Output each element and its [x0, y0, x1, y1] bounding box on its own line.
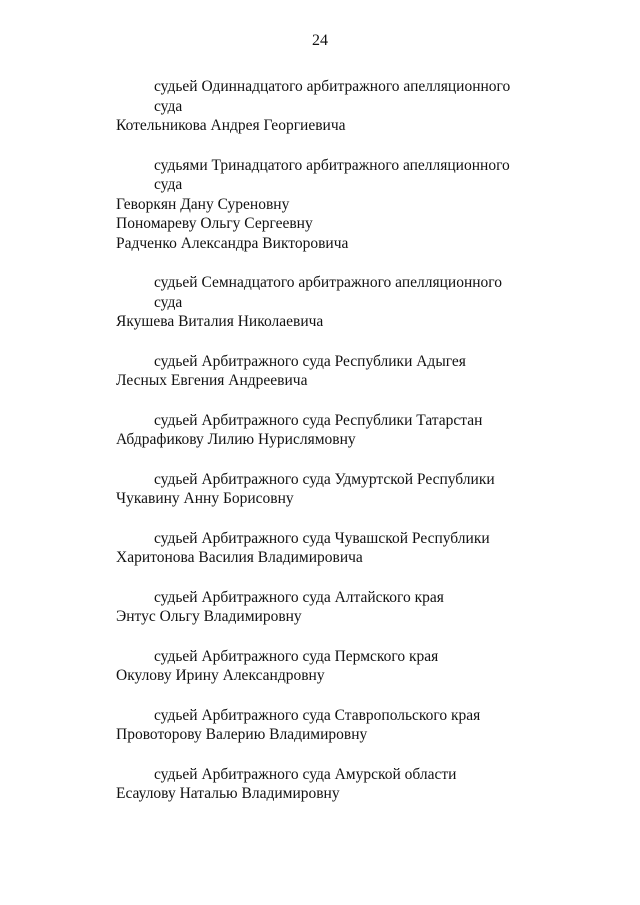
- court-position: судьей Семнадцатого арбитражного апелляционного: [154, 274, 503, 291]
- judge-name: Пономареву Ольгу Сергеевну: [116, 215, 313, 232]
- court-position: судьей Арбитражного суда Республики Татарстан: [154, 411, 483, 429]
- appointment-block: [116, 77, 546, 136]
- appointment-block: [116, 588, 546, 627]
- judge-name: Геворкян Дану Суреновну: [116, 195, 290, 213]
- appointment-block: [116, 647, 546, 686]
- court-position: судьей Арбитражного суда Республики Адыгея: [154, 352, 466, 370]
- appointment-block: [116, 470, 546, 509]
- court-position: судьей Арбитражного суда Ставропольского края: [154, 706, 481, 724]
- court-position: суда: [154, 97, 183, 115]
- judge-name: Якушева Виталия Николаевича: [116, 313, 324, 330]
- court-position: судьей Арбитражного суда Чувашской Республики: [154, 529, 490, 547]
- appointment-block: [116, 273, 546, 332]
- judge-name: Чукавину Анну Борисовну: [116, 490, 294, 507]
- appointment-block: [116, 765, 546, 804]
- appointment-block: [116, 156, 546, 254]
- appointment-block: [116, 529, 546, 568]
- judge-name: Харитонова Василия Владимировича: [116, 549, 363, 566]
- judge-name: Котельникова Андрея Георгиевича: [116, 117, 346, 134]
- court-position: судьей Одиннадцатого арбитражного апелляционного: [154, 78, 511, 95]
- judge-name: Провоторову Валерию Владимировну: [116, 726, 368, 743]
- judge-name: Есаулову Наталью Владимировну: [116, 785, 340, 802]
- court-position: судьей Арбитражного суда Амурской области: [154, 765, 457, 783]
- court-position: судьей Арбитражного суда Пермского края: [154, 647, 439, 665]
- judge-name: Окулову Ирину Александровну: [116, 667, 325, 684]
- court-position: судьями Тринадцатого арбитражного апелляционного: [154, 156, 510, 174]
- appointment-block: [116, 352, 546, 391]
- appointment-block: [116, 706, 546, 745]
- judge-name: Лесных Евгения Андреевича: [116, 372, 308, 389]
- court-position: судьей Арбитражного суда Алтайского края: [154, 588, 444, 606]
- judge-name: Абдрафикову Лилию Нурислямовну: [116, 431, 356, 448]
- page-number: 24: [312, 32, 328, 49]
- court-position: суда: [154, 176, 183, 193]
- court-position: суда: [154, 293, 183, 311]
- judge-name: Энтус Ольгу Владимировну: [116, 608, 302, 625]
- judge-name: Радченко Александра Викторовича: [116, 234, 349, 252]
- appointment-list: [116, 77, 546, 824]
- appointment-block: [116, 411, 546, 450]
- court-position: судьей Арбитражного суда Удмуртской Республики: [154, 470, 495, 488]
